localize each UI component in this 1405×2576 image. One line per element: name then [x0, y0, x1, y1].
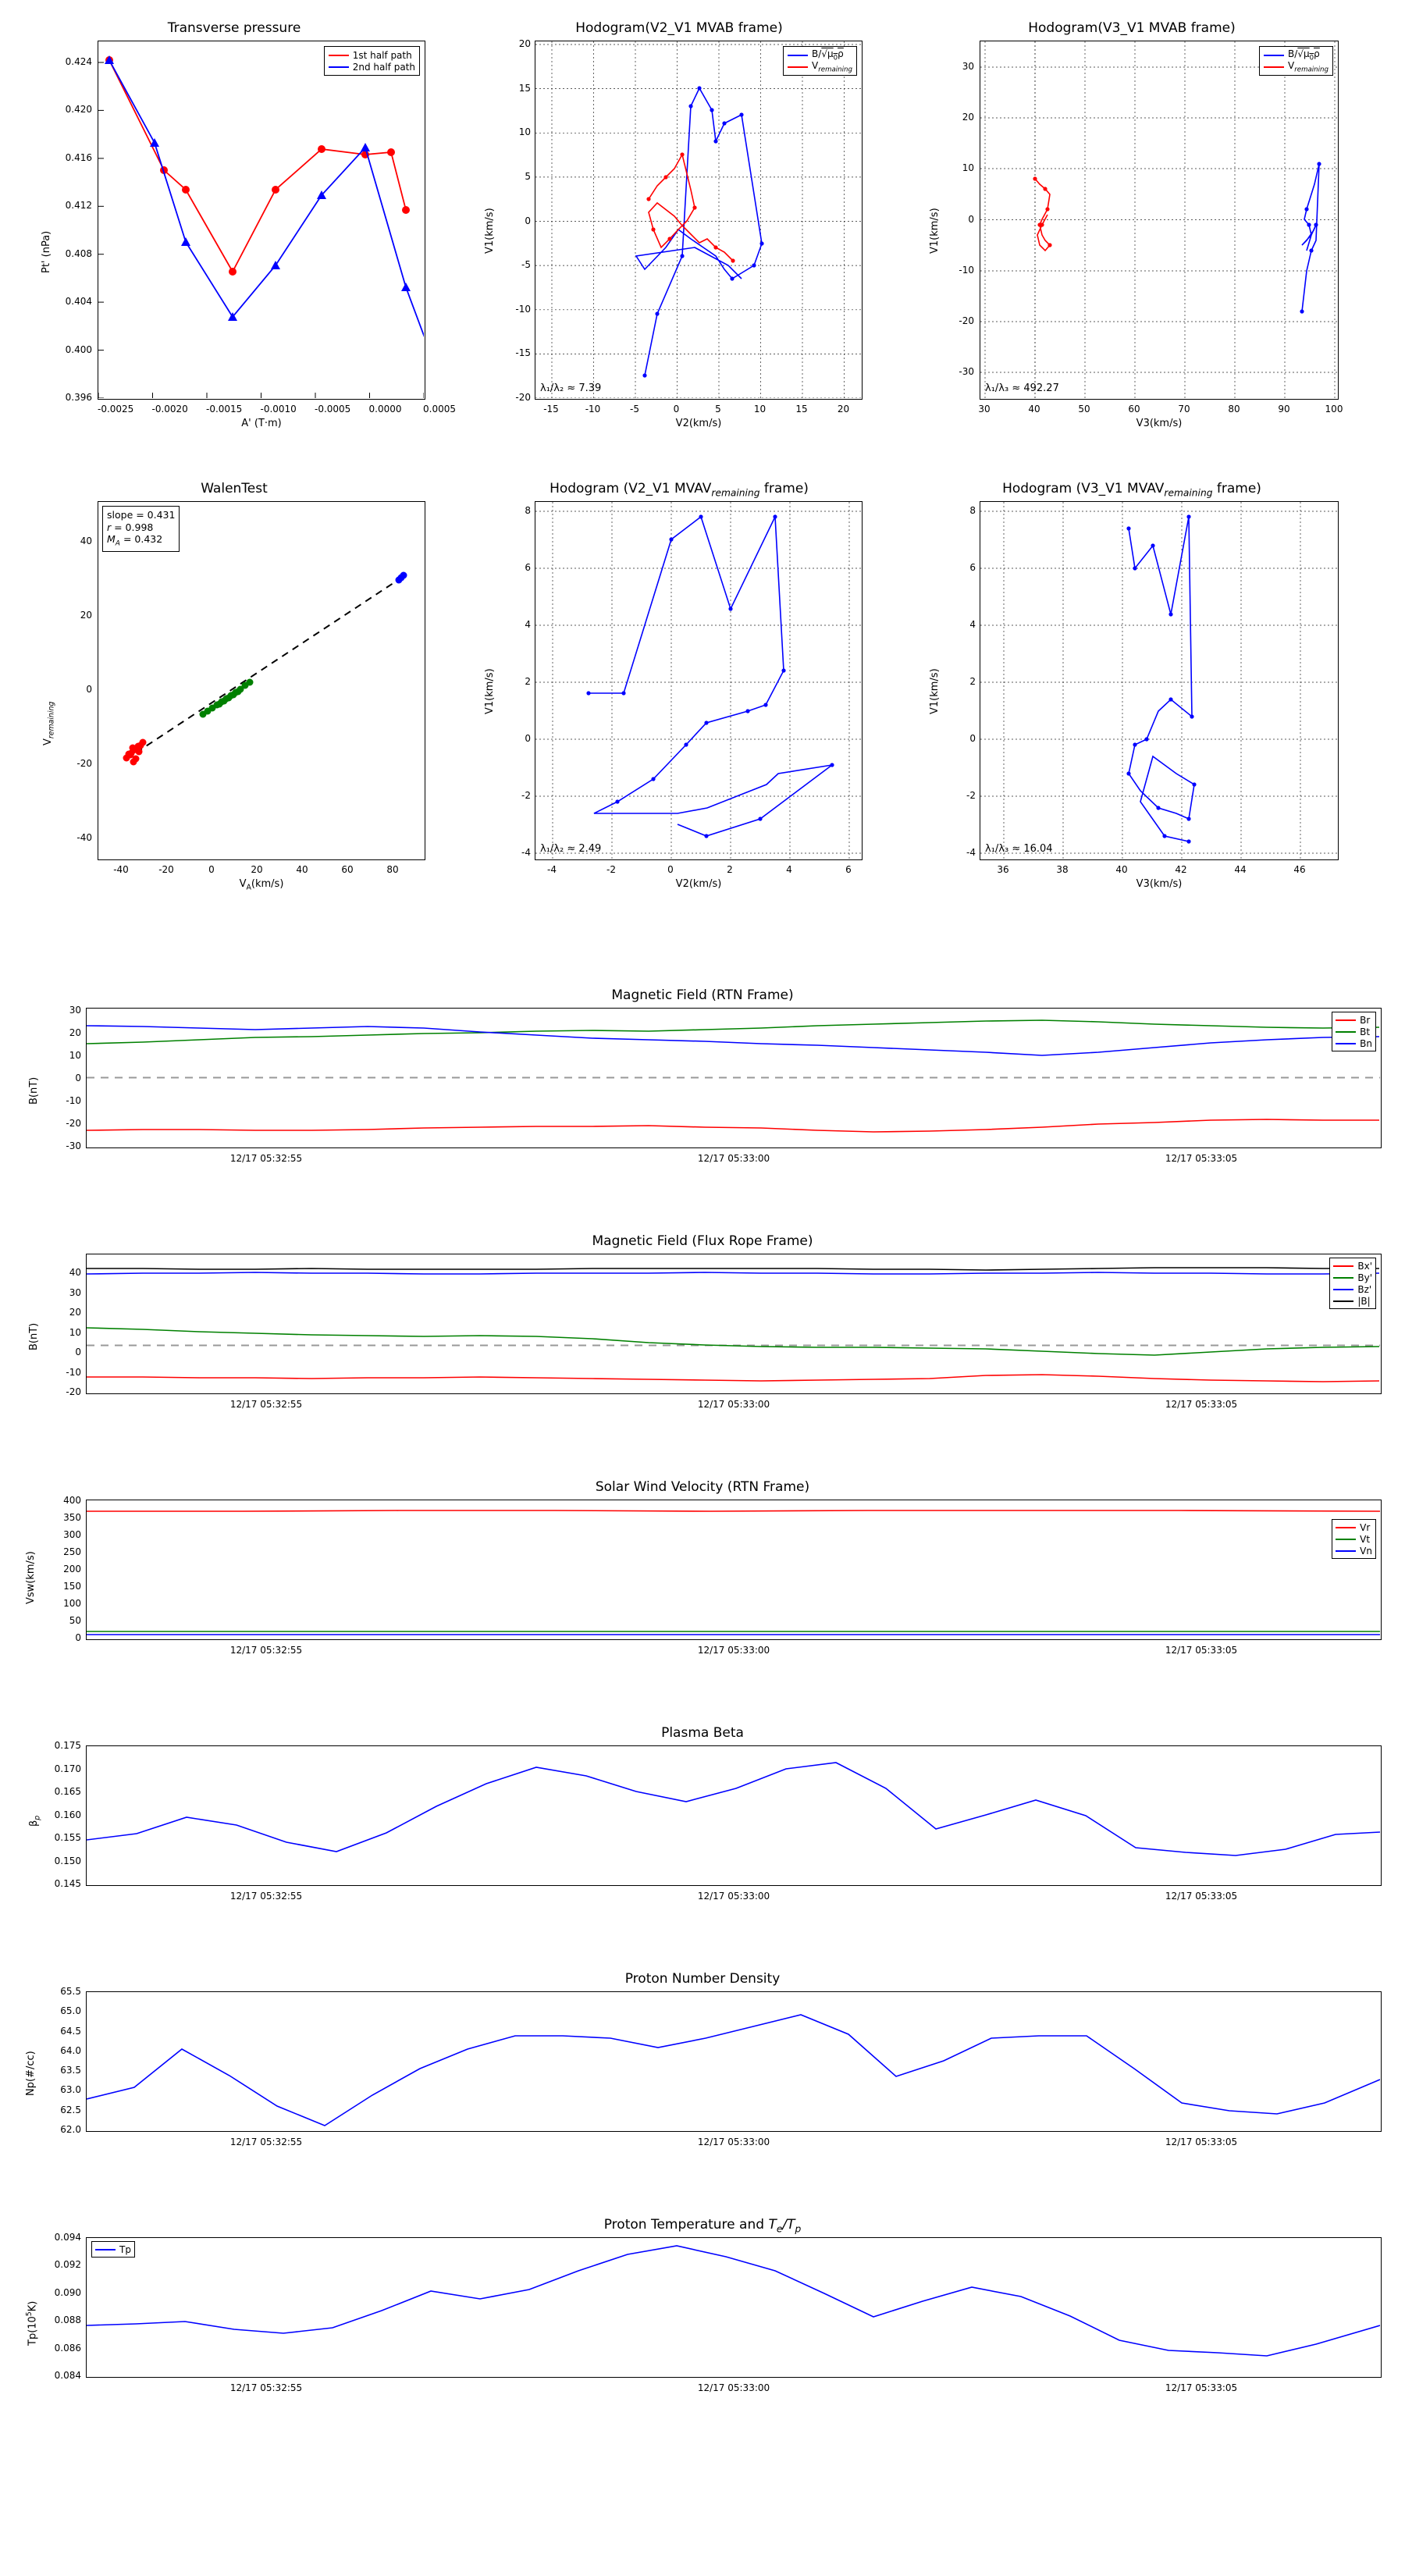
y-tick-label: 350 [63, 1512, 81, 1523]
plot-svg [87, 1992, 1380, 2130]
x-tick-label: 12/17 05:33:05 [1165, 1399, 1238, 1410]
y-tick-label: 0.420 [65, 104, 92, 116]
x-tick-label: 40 [1115, 864, 1128, 875]
y-tick-label: -10 [515, 303, 531, 315]
legend-label: Br [1360, 1014, 1371, 1026]
plot-svg [87, 2238, 1380, 2376]
x-tick-label: 12/17 05:33:00 [697, 1399, 770, 1410]
x-tick-label: 40 [296, 864, 308, 875]
y-axis-label: Pt' (nPa) [41, 230, 52, 273]
x-tick-label: -2 [606, 864, 616, 875]
panel-hodogram-v2v1-mvav [468, 476, 890, 898]
y-tick-label: -15 [515, 347, 531, 359]
x-tick-label: 46 [1293, 864, 1306, 875]
y-axis-label: V1(km/s) [929, 668, 941, 714]
y-axis-label: Np(#/cc) [25, 2051, 37, 2096]
y-tick-label: -2 [521, 790, 531, 801]
plot-area [980, 41, 1339, 400]
y-tick-label: 62.0 [60, 2124, 81, 2135]
legend-item [329, 49, 415, 61]
x-tick-label: 20 [251, 864, 263, 875]
y-tick-label: -20 [66, 1386, 81, 1397]
y-tick-label: 0 [525, 215, 531, 226]
legend-item [1333, 1260, 1372, 1272]
x-tick-label: 4 [786, 864, 792, 875]
y-tick-label: 30 [69, 1286, 81, 1298]
x-tick-label: 6 [845, 864, 852, 875]
legend-item [788, 61, 852, 73]
eigenvalue-ratio-annotation: λ₁/λ₂ ≈ 2.49 [540, 843, 602, 855]
y-axis-label: $Tp(10^5K)$ [25, 2300, 39, 2346]
plot-area [86, 1991, 1382, 2132]
y-tick-label: 63.0 [60, 2084, 81, 2096]
x-tick-label: 0 [673, 404, 680, 415]
y-tick-label: 100 [63, 1598, 81, 1609]
panel-title: Hodogram (V2_V1 $MVAV_{remaining}$ frame) [550, 481, 809, 499]
legend-item [788, 49, 852, 61]
line-swatch-icon [1336, 1031, 1356, 1033]
legend [324, 46, 420, 76]
y-tick-label: -10 [66, 1095, 81, 1106]
plot-svg [98, 502, 424, 859]
x-tick-label: 44 [1234, 864, 1247, 875]
x-axis-label: V3(km/s) [1136, 878, 1183, 890]
y-tick-label: 10 [518, 126, 531, 138]
y-axis-label: V1(km/s) [929, 208, 941, 254]
y-tick-label: -20 [66, 1118, 81, 1129]
panel-title: Hodogram (V3_V1 $MVAV_{remaining}$ frame) [1002, 481, 1261, 499]
legend-label: Bn [1360, 1037, 1372, 1049]
y-tick-label: 64.0 [60, 2044, 81, 2056]
walen-stats-box [102, 506, 180, 552]
legend-label: 2nd half path [352, 61, 415, 73]
panel-title: Hodogram(V2_V1 MVAB frame) [575, 20, 783, 36]
legend-item [1336, 1521, 1372, 1533]
y-tick-label: 0 [525, 733, 531, 744]
y-tick-label: 6 [525, 562, 531, 573]
eigenvalue-ratio-annotation: λ₁/λ₃ ≈ 16.04 [985, 843, 1053, 855]
x-tick-label: 80 [386, 864, 399, 875]
panel-transverse-pressure: Transverse pressure 1st half path 2nd half path -0.0025 -0.0020 -0.0015 -0.0010 -0.0005 0.0000 0.0005 0.396 0.400 0.404 0.408 0.412 0.416 0.420 0.424 A' (T·m) Pt' (nPa) [23, 16, 445, 437]
panel-magnetic-field-rtn [0, 987, 1405, 1187]
plot-svg [87, 1009, 1380, 1147]
legend-item [1333, 1272, 1372, 1283]
x-tick-label: 60 [341, 864, 354, 875]
y-tick-label: -4 [521, 847, 531, 858]
legend-label: By' [1357, 1272, 1372, 1283]
x-tick-label: 36 [997, 864, 1009, 875]
x-tick-label: 12/17 05:32:55 [229, 2137, 303, 2147]
x-tick-label: 12/17 05:33:05 [1165, 2137, 1238, 2147]
y-tick-label: 0 [968, 213, 974, 225]
panel-title: Magnetic Field (RTN Frame) [611, 987, 794, 1003]
x-tick-label: 40 [1028, 404, 1040, 415]
panel-title: Transverse pressure [167, 20, 301, 36]
x-tick-label: 100 [1325, 404, 1343, 415]
x-tick-label: -4 [547, 864, 557, 875]
y-tick-label: 2 [969, 676, 976, 687]
y-tick-label: 0 [86, 684, 92, 695]
legend-item [1264, 61, 1329, 73]
y-axis-label: Vsw(km/s) [25, 1551, 37, 1604]
legend-label: Vt [1360, 1533, 1371, 1545]
x-axis-label: V3(km/s) [1136, 418, 1183, 429]
y-tick-label: 0.404 [65, 296, 92, 308]
y-tick-label: 20 [962, 112, 974, 123]
y-tick-label: 0.150 [54, 1855, 81, 1866]
legend-item [1333, 1295, 1372, 1307]
y-tick-label: 0.088 [54, 2314, 81, 2326]
legend-item [1336, 1026, 1372, 1037]
y-tick-label: 20 [69, 1027, 81, 1038]
y-tick-label: 0 [75, 1073, 81, 1083]
legend-label: 1st half path [352, 49, 412, 61]
line-swatch-icon [788, 66, 808, 68]
line-swatch-icon [329, 66, 349, 68]
legend-label: Bz' [1357, 1283, 1372, 1295]
x-tick-label: 0 [667, 864, 674, 875]
line-swatch-icon [1336, 1539, 1356, 1540]
y-tick-label: 8 [525, 505, 531, 516]
eigenvalue-ratio-annotation: λ₁/λ₂ ≈ 7.39 [540, 382, 602, 394]
y-tick-label: 0.408 [65, 247, 92, 259]
y-tick-label: -10 [959, 265, 974, 276]
y-tick-label: -5 [521, 259, 531, 271]
y-tick-label: 250 [63, 1546, 81, 1557]
y-tick-label: 200 [63, 1564, 81, 1574]
line-swatch-icon [329, 55, 349, 56]
line-swatch-icon [1336, 1550, 1356, 1552]
plot-area [86, 1008, 1382, 1148]
panel-plasma-beta [0, 1725, 1405, 1924]
legend [783, 46, 857, 76]
y-tick-label: 150 [63, 1581, 81, 1592]
legend-label: |B| [1357, 1295, 1371, 1307]
y-tick-label: 0.396 [65, 392, 92, 403]
legend [1332, 1012, 1376, 1051]
line-swatch-icon [1264, 66, 1284, 68]
plot-svg [87, 1254, 1380, 1393]
panel-title: Plasma Beta [661, 1725, 744, 1741]
plot-area [535, 41, 863, 400]
line-swatch-icon [1336, 1043, 1356, 1044]
y-tick-label: 4 [525, 619, 531, 630]
legend [1329, 1258, 1376, 1309]
y-tick-label: 0 [969, 733, 976, 744]
x-tick-label: 10 [753, 404, 767, 415]
plot-svg [87, 1746, 1380, 1884]
y-tick-label: 400 [63, 1495, 81, 1506]
legend-item [1336, 1014, 1372, 1026]
x-axis-label: V2(km/s) [675, 418, 722, 429]
line-swatch-icon [1336, 1527, 1356, 1528]
x-tick-label: 12/17 05:33:00 [697, 2382, 770, 2393]
legend-label: Vr [1360, 1521, 1371, 1533]
line-swatch-icon [1333, 1289, 1353, 1290]
y-tick-label: -2 [966, 790, 976, 801]
y-tick-label: 0.412 [65, 200, 92, 212]
x-axis-label: V2(km/s) [675, 878, 722, 890]
y-tick-label: 50 [69, 1615, 81, 1626]
x-tick-label: 12/17 05:32:55 [229, 2382, 303, 2393]
plot-area [980, 501, 1339, 860]
y-tick-label: 40 [69, 1267, 81, 1278]
plot-svg [98, 41, 424, 398]
walen-slope: slope = 0.431 [107, 509, 176, 521]
panel-proton-temperature [0, 2217, 1405, 2416]
plot-svg [980, 502, 1337, 859]
y-tick-label: 10 [69, 1050, 81, 1061]
x-tick-label: 0 [208, 864, 215, 875]
y-tick-label: 0.160 [54, 1809, 81, 1820]
x-tick-label: 15 [795, 404, 808, 415]
y-tick-label: 65.0 [60, 2005, 81, 2017]
y-tick-label: 0.084 [54, 2370, 81, 2381]
panel-title: Proton Temperature and $T_e/T_p$ [603, 2217, 802, 2235]
x-tick-label: 70 [1178, 404, 1190, 415]
y-tick-label: 20 [80, 610, 92, 621]
x-tick-label: 12/17 05:33:00 [697, 1645, 770, 1656]
y-axis-label: $V_{remaining}$ [42, 701, 56, 745]
x-tick-label: 80 [1228, 404, 1240, 415]
x-tick-label: 42 [1175, 864, 1187, 875]
y-tick-label: 0.175 [54, 1740, 81, 1751]
line-swatch-icon [95, 2249, 116, 2250]
y-axis-label: V1(km/s) [484, 208, 496, 254]
y-tick-label: 0.165 [54, 1786, 81, 1797]
legend-label: Bx' [1357, 1260, 1372, 1272]
legend-item [1336, 1533, 1372, 1545]
y-axis-label: $\beta_p$ [28, 1815, 42, 1827]
line-swatch-icon [1333, 1277, 1353, 1279]
eigenvalue-ratio-annotation: λ₁/λ₃ ≈ 492.27 [985, 382, 1059, 394]
x-tick-label: 12/17 05:33:00 [697, 1153, 770, 1164]
plot-svg [980, 41, 1337, 398]
legend-label: $B/√\mu_0\rho$ [812, 48, 844, 62]
y-tick-label: 64.5 [60, 2025, 81, 2037]
y-tick-label: 8 [969, 505, 976, 516]
y-axis-label: B(nT) [28, 1322, 40, 1350]
x-tick-label: 12/17 05:32:55 [229, 1891, 303, 1902]
y-tick-label: 20 [518, 38, 531, 49]
legend [91, 2241, 135, 2258]
y-tick-label: 0.170 [54, 1763, 81, 1774]
legend-item [95, 2243, 131, 2255]
plot-svg [535, 41, 861, 398]
legend-item [1264, 49, 1329, 61]
x-tick-label: 12/17 05:32:55 [229, 1153, 303, 1164]
plot-area [86, 1745, 1382, 1886]
y-tick-label: 300 [63, 1529, 81, 1540]
panel-title: WalenTest [201, 481, 268, 496]
x-tick-label: -15 [543, 404, 559, 415]
y-tick-label: 30 [69, 1005, 81, 1016]
y-tick-label: 10 [962, 162, 974, 173]
x-tick-label: 20 [837, 404, 850, 415]
x-tick-label: 60 [1128, 404, 1140, 415]
x-tick-label: 12/17 05:33:05 [1165, 1153, 1238, 1164]
y-tick-label: 40 [80, 535, 92, 546]
x-tick-label: 38 [1056, 864, 1069, 875]
legend-label: Vn [1360, 1545, 1372, 1557]
x-axis-label: $V_A(km/s)$ [239, 878, 284, 892]
y-tick-label: 30 [962, 61, 974, 72]
panel-title: Hodogram(V3_V1 MVAB frame) [1028, 20, 1236, 36]
y-tick-label: 0.092 [54, 2259, 81, 2271]
y-tick-label: 6 [969, 562, 976, 573]
y-tick-label: 0.416 [65, 151, 92, 163]
panel-magnetic-field-flux-rope [0, 1233, 1405, 1432]
legend-item [1336, 1037, 1372, 1049]
y-tick-label: 4 [969, 619, 976, 630]
x-tick-label: 12/17 05:33:05 [1165, 2382, 1238, 2393]
y-tick-label: -30 [66, 1140, 81, 1151]
y-tick-label: 0.090 [54, 2286, 81, 2298]
legend-label: Tp [119, 2243, 131, 2255]
y-tick-label: 65.5 [60, 1986, 81, 1997]
plot-area [86, 2237, 1382, 2378]
plot-area [86, 1254, 1382, 1394]
x-tick-label: 12/17 05:33:00 [697, 1891, 770, 1902]
legend-label: $V_{remaining}$ [1288, 59, 1329, 74]
x-tick-label: -20 [158, 864, 174, 875]
y-tick-label: 5 [525, 170, 531, 182]
plot-svg [535, 502, 861, 859]
x-tick-label: -40 [113, 864, 129, 875]
y-tick-label: 63.5 [60, 2065, 81, 2076]
legend-label: Bt [1360, 1026, 1371, 1037]
plot-area [98, 41, 425, 400]
panel-hodogram-v2v1-mvab [468, 16, 890, 437]
x-tick-label: 12/17 05:33:05 [1165, 1645, 1238, 1656]
y-axis-label: B(nT) [28, 1076, 40, 1105]
panel-hodogram-v3v1-mvab [913, 16, 1382, 437]
legend-item [329, 61, 415, 73]
legend [1259, 46, 1333, 76]
panel-solar-wind-velocity [0, 1479, 1405, 1678]
panel-title: Solar Wind Velocity (RTN Frame) [595, 1479, 810, 1495]
y-axis-label: V1(km/s) [484, 668, 496, 714]
y-tick-label: 0.094 [54, 2232, 81, 2243]
legend-item [1333, 1283, 1372, 1295]
walen-r: r = 0.998 [107, 521, 154, 533]
line-swatch-icon [1333, 1265, 1353, 1267]
panel-title: Magnetic Field (Flux Rope Frame) [592, 1233, 813, 1249]
line-swatch-icon [1333, 1300, 1353, 1302]
line-swatch-icon [1264, 55, 1284, 56]
legend-item [1336, 1545, 1372, 1557]
y-tick-label: -40 [76, 832, 92, 843]
x-tick-label: 12/17 05:33:05 [1165, 1891, 1238, 1902]
y-tick-label: 10 [69, 1326, 81, 1338]
legend-label: $B/√\mu_0\rho$ [1288, 48, 1320, 62]
x-tick-label: 90 [1278, 404, 1290, 415]
y-tick-label: 15 [518, 82, 531, 94]
plot-area [535, 501, 863, 860]
y-tick-label: -10 [66, 1366, 81, 1378]
x-tick-label: -5 [630, 404, 639, 415]
y-tick-label: -30 [959, 366, 974, 377]
plot-area [86, 1500, 1382, 1640]
line-swatch-icon [788, 55, 808, 56]
y-tick-label: 0 [75, 1347, 81, 1357]
legend-label: $V_{remaining}$ [812, 59, 852, 74]
plot-area [98, 501, 425, 860]
y-tick-label: -4 [966, 847, 976, 858]
x-tick-label: 5 [715, 404, 721, 415]
y-tick-label: -20 [515, 392, 531, 403]
panel-proton-number-density [0, 1971, 1405, 2170]
y-tick-label: 20 [69, 1307, 81, 1318]
y-tick-label: -20 [959, 315, 974, 326]
x-tick-label: 50 [1078, 404, 1090, 415]
x-tick-label: 30 [978, 404, 991, 415]
y-tick-label: 0.424 [65, 56, 92, 67]
line-swatch-icon [1336, 1019, 1356, 1021]
y-tick-label: -20 [76, 758, 92, 769]
y-tick-label: 62.5 [60, 2104, 81, 2115]
panel-hodogram-v3v1-mvav [913, 476, 1382, 898]
x-tick-label: 12/17 05:32:55 [229, 1645, 303, 1656]
y-tick-label: 0.086 [54, 2342, 81, 2354]
walen-ma: $M_A = 0.432$ [107, 533, 163, 548]
panel-walen-test [23, 476, 445, 898]
y-tick-label: 0.145 [54, 1878, 81, 1889]
x-tick-label: -10 [585, 404, 601, 415]
x-tick-label: 2 [727, 864, 733, 875]
y-tick-label: 0.155 [54, 1832, 81, 1843]
panel-title: Proton Number Density [624, 1971, 781, 1987]
x-tick-label: 12/17 05:33:00 [697, 2137, 770, 2147]
legend [1332, 1519, 1376, 1559]
y-tick-label: 0 [75, 1632, 81, 1643]
plot-svg [87, 1500, 1380, 1638]
y-tick-label: 2 [525, 676, 531, 687]
y-tick-label: 0.400 [65, 343, 92, 355]
x-tick-label: 12/17 05:32:55 [229, 1399, 303, 1410]
x-axis-label: A' (T·m) [241, 418, 282, 429]
